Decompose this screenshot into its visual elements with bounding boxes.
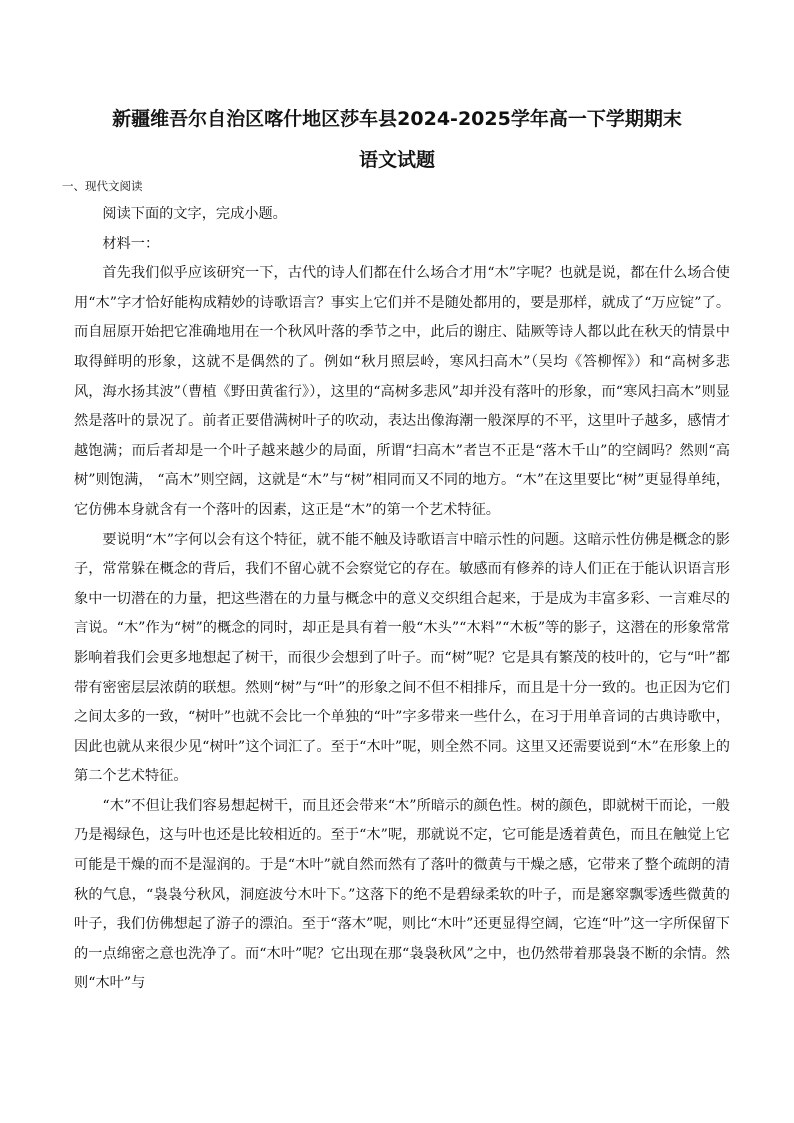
instruction-paragraph: 阅读下面的文字，完成小题。 — [102, 206, 287, 222]
body-paragraph: 要说明“木”字何以会有这个特征，就不能不触及诗歌语言中暗示性的问题。这暗示性仿佛是概念的影子，常常躲在概念的背后，我们不留心就不会察觉它的存在。敏感而有修养的诗人们正在于能认识语言形象中一切潜在的力量，把这些潜在的力量与概念中的意义交织组合起来，于是成为丰富多彩、一言难尽的言说。“木”作为“树”的概念的同时，却正是具有着一般“木头”“木料”“木板”等的影子，这潜在的形象常常影响着我们会更多地想起了树干，而很少会想到了叶子。而“树”呢？它是具有繁茂的枝叶的，它与“叶”都带有密密层层浓荫的联想。然则“树”与“叶”的形象之间不但不相排斥，而且是十分一致的。也正因为它们之间太多的一致，“树叶”也就不会比一个单独的“叶”字多带来一些什么，在习于用单音词的古典诗歌中，因此也就从来很少见“树叶”这个词汇了。至于“木叶”呢，则全然不同。这里又还需要说到“木”在形象上的第二个艺术特征。 — [74, 531, 730, 785]
document-title: 新疆维吾尔自治区喀什地区莎车县2024-2025学年高一下学期期末 — [112, 108, 682, 130]
document-subtitle: 语文试题 — [358, 149, 435, 171]
material-label: 材料一： — [102, 235, 160, 252]
body-text — [74, 200, 730, 999]
body-paragraph: “木”不但让我们容易想起树干，而且还会带来“木”所暗示的颜色性。树的颜色，即就树干而论，一般乃是褐绿色，这与叶也还是比较相近的。至于“木”呢，那就说不定，它可能是透着黄色，而且在触觉上它可能是干燥的而不是湿润的。于是“木叶”就自然而然有了落叶的微黄与干燥之感，它带来了整个疏朗的清秋的气息，“袅袅兮秋风，洞庭波兮木叶下。”这落下的绝不是碧绿柔软的叶子，而是窸窣飘零透些微黄的叶子，我们仿佛想起了游子的漂泊。至于“落木”呢，则比“木叶”还更显得空阔，它连“叶”这一字所保留下的一点绵密之意也洗净了。而“木叶”呢？它出现在那“袅袅秋风”之中，也仍然带着那袅袅不断的余情。然则“木叶”与 — [74, 797, 730, 992]
section-heading: 一、现代文阅读 — [62, 179, 143, 193]
body-paragraph: 首先我们似乎应该研究一下，古代的诗人们都在什么场合才用“木”字呢？也就是说，都在什么场合使用“木”字才恰好能构成精妙的诗歌语言？事实上它们并不是随处都用的，要是那样，就成了“万应锭”了。而自屈原开始把它准确地用在一个秋风叶落的季节之中，此后的谢庄、陆厥等诗人都以此在秋天的情景中取得鲜明的形象，这就不是偶然的了。例如“秋月照层岭，寒风扫高木”（吴均《答柳恽》）和“高树多悲风，海水扬其波”（曹植《野田黄雀行》），这里的“高树多悲风”却并没有落叶的形象，而“寒风扫高木”则显然是落叶的景况了。前者正要借满树叶子的吹动，表达出像海潮一般深厚的不平，这里叶子越多，感情才越饱满；而后者却是一个叶子越来越少的局面，所谓“扫高木”者岂不正是“落木千山”的空阔吗？然则“高树”则饱满， “高木”则空阔，这就是“木”与“树”相同而又不同的地方。“木”在这里要比“树”更显得单纯，它仿佛本身就含有一个落叶的因素，这正是“木”的第一个艺术特征。 — [74, 265, 730, 518]
